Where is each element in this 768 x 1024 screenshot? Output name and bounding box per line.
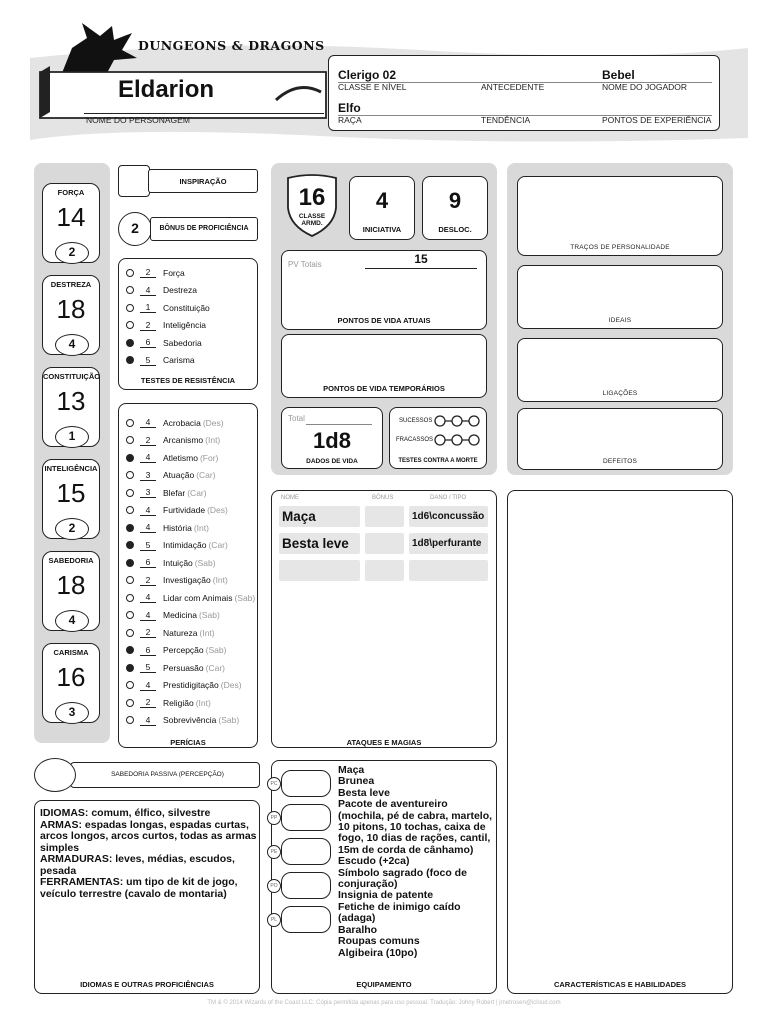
ability-name: SABEDORIA bbox=[48, 556, 94, 565]
equipment-line: fogo, 10 dias de rações, cantil, bbox=[338, 832, 491, 845]
ability-box bbox=[42, 183, 100, 263]
skills-title: PERÍCIAS bbox=[170, 738, 206, 747]
hp-temp-label: PONTOS DE VIDA TEMPORÁRIOS bbox=[323, 384, 445, 393]
skill-value[interactable]: 4 bbox=[140, 680, 156, 691]
equipment-line: 10 pitons, 10 tochas, caixa de bbox=[338, 821, 486, 834]
skill-attribute: (Sab) bbox=[199, 610, 220, 620]
ability-name: INTELIGÊNCIA bbox=[44, 464, 98, 473]
equipment-title: EQUIPAMENTO bbox=[356, 980, 412, 989]
skill-value[interactable]: 4 bbox=[140, 610, 156, 621]
ability-name: FORÇA bbox=[57, 188, 85, 197]
skill-attribute: (Des) bbox=[220, 680, 242, 690]
skill-value[interactable]: 5 bbox=[140, 662, 156, 673]
proficiency-dot[interactable] bbox=[126, 699, 134, 707]
saving-throw-value[interactable]: 2 bbox=[140, 267, 156, 278]
skill-row[interactable] bbox=[126, 660, 225, 675]
saving-throw-value[interactable]: 4 bbox=[140, 285, 156, 296]
attack-damage[interactable]: 1d6\concussão bbox=[409, 506, 488, 527]
coin-box[interactable] bbox=[281, 804, 331, 831]
proficiency-line: arcos longos, arcos curtos, todas as armas bbox=[40, 830, 257, 842]
skill-attribute: (Int) bbox=[205, 435, 221, 445]
passive-wisdom-label: SABEDORIA PASSIVA (PERCEPÇÃO) bbox=[111, 771, 224, 778]
proficiency-dot[interactable] bbox=[126, 304, 134, 312]
hit-dice-label: DADOS DE VIDA bbox=[306, 458, 358, 465]
equipment-line: Brunea bbox=[338, 775, 375, 788]
skill-value[interactable]: 2 bbox=[140, 435, 156, 446]
skill-row[interactable] bbox=[126, 573, 228, 588]
ability-name: CONSTITUIÇÃO bbox=[43, 372, 101, 381]
proficiency-bonus-label: BÔNUS DE PROFICIÊNCIA bbox=[159, 225, 249, 232]
equipment-line: Baralho bbox=[338, 923, 378, 936]
saving-throw-name: Carisma bbox=[163, 355, 195, 365]
saving-throw-row[interactable] bbox=[126, 300, 210, 315]
skill-row[interactable] bbox=[126, 713, 239, 728]
ability-name: CARISMA bbox=[53, 648, 89, 657]
equipment-line: Besta leve bbox=[338, 786, 390, 799]
ability-box bbox=[42, 643, 100, 723]
initiative-label: INICIATIVA bbox=[362, 225, 402, 234]
skill-attribute: (Sab) bbox=[194, 557, 216, 568]
death-save-circles[interactable] bbox=[433, 414, 481, 448]
proficiency-line: ARMAS: espadas longas, espadas curtas, bbox=[40, 818, 249, 831]
skill-value[interactable]: 2 bbox=[140, 697, 156, 708]
attack-bonus[interactable] bbox=[365, 533, 404, 554]
skill-attribute: (Car) bbox=[205, 662, 225, 673]
skill-name: Medicina bbox=[163, 610, 198, 620]
character-name[interactable]: Eldarion bbox=[118, 76, 215, 103]
coin-label: PL bbox=[267, 913, 281, 927]
saving-throw-name: Força bbox=[163, 267, 185, 278]
skill-value[interactable]: 4 bbox=[140, 592, 156, 603]
skill-attribute: (Des) bbox=[207, 505, 228, 515]
equipment-line: Escudo (+2ca) bbox=[338, 855, 410, 868]
proficiency-dot[interactable] bbox=[126, 646, 134, 654]
skill-row[interactable] bbox=[126, 625, 215, 640]
equipment-line: Fetiche de inimigo caído bbox=[338, 900, 461, 913]
proficiency-dot[interactable] bbox=[126, 506, 134, 514]
proficiency-dot[interactable] bbox=[126, 541, 134, 549]
ability-box bbox=[42, 459, 100, 539]
skill-row[interactable] bbox=[126, 608, 220, 623]
saving-throw-row[interactable] bbox=[126, 353, 195, 368]
skill-name: Religião bbox=[163, 697, 194, 708]
ability-score[interactable]: 14 bbox=[56, 202, 86, 232]
skill-row[interactable] bbox=[126, 538, 228, 553]
hit-dice-total-label: Total bbox=[288, 414, 305, 423]
proficiency-line: pesada bbox=[40, 864, 77, 877]
coin-box[interactable] bbox=[281, 838, 331, 865]
hp-current-label: PONTOS DE VIDA ATUAIS bbox=[337, 316, 431, 325]
skill-row[interactable] bbox=[126, 468, 216, 483]
skill-attribute: (Des) bbox=[202, 417, 224, 428]
skill-attribute: (Int) bbox=[199, 627, 215, 638]
skill-attribute: (Sab) bbox=[218, 715, 240, 725]
proficiencies-title: IDIOMAS E OUTRAS PROFICIÊNCIAS bbox=[80, 980, 214, 989]
trait-label: LIGAÇÕES bbox=[602, 390, 638, 397]
skill-attribute: (Sab) bbox=[234, 592, 256, 603]
proficiency-dot[interactable] bbox=[126, 576, 134, 584]
attacks-col-name: NOME bbox=[281, 495, 299, 501]
proficiency-dot[interactable] bbox=[126, 286, 134, 294]
proficiency-dot[interactable] bbox=[126, 471, 134, 479]
equipment-line: Algibeira (10po) bbox=[338, 946, 418, 959]
saving-throw-name: Inteligência bbox=[163, 320, 207, 330]
saving-throw-value[interactable]: 1 bbox=[140, 302, 156, 313]
armor-class-value[interactable]: 16 bbox=[298, 184, 326, 211]
saving-throw-row[interactable] bbox=[126, 318, 206, 333]
death-fail-label: FRACASSOS bbox=[396, 437, 434, 443]
proficiency-dot[interactable] bbox=[126, 716, 134, 724]
ability-name: DESTREZA bbox=[50, 280, 92, 289]
ability-modifier[interactable]: 4 bbox=[55, 334, 89, 356]
footer-copyright: TM & © 2014 Wizards of the Coast LLC. Cópia permitida apenas para uso pessoal. Tradução: Johny Robert | jrnetrosen@icloud.com bbox=[207, 1000, 561, 1006]
skill-attribute: (For) bbox=[199, 452, 219, 463]
attack-damage[interactable] bbox=[409, 560, 488, 581]
hit-dice-value[interactable]: 1d8 bbox=[313, 428, 351, 453]
skill-name: Atletismo bbox=[163, 452, 198, 463]
attack-name[interactable]: Besta leve bbox=[279, 533, 360, 554]
skill-value[interactable]: 4 bbox=[140, 715, 156, 726]
attacks-box bbox=[271, 490, 497, 748]
proficiency-dot[interactable] bbox=[126, 489, 134, 497]
skill-name: Persuasão bbox=[163, 662, 204, 673]
attacks-title: ATAQUES E MAGIAS bbox=[346, 738, 422, 747]
proficiency-dot[interactable] bbox=[126, 321, 134, 329]
character-name-label: NOME DO PERSONAGEM bbox=[86, 115, 190, 125]
proficiency-line: ARMADURAS: leves, médias, escudos, bbox=[40, 853, 235, 865]
skill-row[interactable] bbox=[126, 415, 224, 430]
skill-value[interactable]: 4 bbox=[140, 417, 156, 428]
equipment-text[interactable] bbox=[338, 765, 498, 959]
ability-score[interactable]: 15 bbox=[56, 478, 86, 508]
player-name-label: NOME DO JOGADOR bbox=[602, 82, 688, 92]
attacks-col-bonus: BÔNUS bbox=[372, 495, 394, 501]
ability-modifier[interactable]: 3 bbox=[55, 702, 89, 724]
saving-throw-row[interactable] bbox=[126, 265, 185, 280]
proficiency-dot[interactable] bbox=[126, 436, 134, 444]
skill-row[interactable] bbox=[126, 678, 242, 693]
ability-modifier[interactable]: 1 bbox=[55, 426, 89, 448]
skill-name: Blefar bbox=[163, 487, 186, 498]
proficiency-dot[interactable] bbox=[126, 356, 134, 364]
proficiency-dot[interactable] bbox=[126, 524, 134, 532]
proficiency-line: veículo terrestre (cavalo de montaria) bbox=[40, 887, 227, 900]
proficiency-dot[interactable] bbox=[126, 269, 134, 277]
proficiency-dot[interactable] bbox=[126, 681, 134, 689]
race-value[interactable]: Elfo bbox=[338, 101, 361, 115]
ability-box bbox=[42, 367, 100, 447]
features-title: CARACTERÍSTICAS E HABILIDADES bbox=[553, 980, 687, 989]
inspiration-label: INSPIRAÇÃO bbox=[179, 177, 227, 186]
saving-throws-title: TESTES DE RESISTÊNCIA bbox=[140, 376, 236, 385]
death-saves-label: TESTES CONTRA A MORTE bbox=[398, 458, 478, 464]
class-level-value[interactable]: Clerigo 02 bbox=[338, 68, 397, 82]
ability-score[interactable]: 16 bbox=[56, 662, 86, 692]
equipment-line: (adaga) bbox=[338, 912, 376, 925]
skill-attribute: (Car) bbox=[187, 487, 207, 498]
armor-class-label-2: ARMD. bbox=[301, 220, 323, 227]
skill-row[interactable] bbox=[126, 503, 228, 518]
skill-value[interactable]: 6 bbox=[140, 645, 156, 656]
game-logo: DUNGEONS & DRAGONS bbox=[138, 38, 325, 53]
skill-attribute: (Car) bbox=[196, 470, 216, 480]
skill-value[interactable]: 5 bbox=[140, 540, 156, 551]
proficiency-dot[interactable] bbox=[126, 419, 134, 427]
skill-attribute: (Int) bbox=[193, 522, 209, 533]
attack-bonus[interactable] bbox=[365, 506, 404, 527]
skill-attribute: (Int) bbox=[212, 575, 228, 585]
ability-score[interactable]: 18 bbox=[56, 294, 86, 324]
armor-class-label-1: CLASSE bbox=[298, 213, 326, 220]
skill-value[interactable]: 4 bbox=[140, 522, 156, 533]
ability-modifier[interactable]: 2 bbox=[55, 242, 89, 264]
proficiency-line: FERRAMENTAS: um tipo de kit de jogo, bbox=[40, 876, 238, 888]
skill-value[interactable]: 4 bbox=[140, 452, 156, 463]
proficiency-dot[interactable] bbox=[126, 611, 134, 619]
speed-label: DESLOC. bbox=[438, 225, 472, 234]
proficiency-bonus-value[interactable]: 2 bbox=[118, 212, 152, 246]
proficiency-line: simples bbox=[40, 841, 80, 854]
class-level-label: CLASSE E NÍVEL bbox=[338, 82, 407, 92]
skill-name: Prestidigitação bbox=[163, 680, 219, 690]
proficiency-dot[interactable] bbox=[126, 664, 134, 672]
coin-box[interactable] bbox=[281, 770, 331, 797]
equipment-line: Pacote de aventureiro bbox=[338, 798, 448, 811]
skill-attribute: (Car) bbox=[208, 540, 228, 550]
skill-row[interactable] bbox=[126, 643, 226, 658]
proficiency-dot[interactable] bbox=[126, 629, 134, 637]
skill-value[interactable]: 3 bbox=[140, 487, 156, 498]
ability-box bbox=[42, 551, 100, 631]
proficiency-dot[interactable] bbox=[126, 339, 134, 347]
attacks-col-damage: DANO / TIPO bbox=[430, 495, 467, 501]
race-label: RAÇA bbox=[338, 115, 362, 125]
equipment-line: (mochila, pé de cabra, martelo, bbox=[338, 809, 493, 822]
saving-throw-name: Destreza bbox=[163, 285, 198, 295]
player-name-value[interactable]: Bebel bbox=[602, 68, 635, 82]
hp-max-value[interactable]: 15 bbox=[414, 252, 428, 266]
equipment-line: Insignia de patente bbox=[338, 889, 434, 902]
ability-box bbox=[42, 275, 100, 355]
skill-row[interactable] bbox=[126, 555, 216, 570]
skill-value[interactable]: 4 bbox=[140, 505, 156, 516]
equipment-line: conjuração) bbox=[338, 878, 398, 891]
saving-throw-row[interactable] bbox=[126, 283, 197, 298]
equipment-line: Maça bbox=[338, 764, 365, 776]
ability-score[interactable]: 13 bbox=[56, 386, 86, 416]
skill-row[interactable] bbox=[126, 695, 211, 710]
skill-attribute: (Int) bbox=[195, 697, 211, 708]
inspiration-box[interactable] bbox=[118, 165, 150, 197]
skill-row[interactable] bbox=[126, 590, 255, 605]
speed-value[interactable]: 9 bbox=[448, 188, 462, 213]
proficiency-line: IDIOMAS: comum, élfico, silvestre bbox=[40, 807, 211, 819]
background-label: ANTECEDENTE bbox=[481, 82, 545, 92]
equipment-line: 15m de corda de cânhamo) bbox=[338, 843, 474, 856]
coin-label: PE bbox=[267, 845, 281, 859]
skill-value[interactable]: 2 bbox=[140, 627, 156, 638]
skill-name: Natureza bbox=[163, 627, 198, 638]
skill-row[interactable] bbox=[126, 520, 209, 535]
skill-name: Intuição bbox=[163, 557, 193, 568]
skill-value[interactable]: 6 bbox=[140, 557, 156, 568]
saving-throw-value[interactable]: 6 bbox=[140, 337, 156, 348]
proficiencies-text[interactable] bbox=[40, 808, 260, 900]
attack-damage[interactable]: 1d8\perfurante bbox=[409, 533, 488, 554]
trait-label: TRAÇOS DE PERSONALIDADE bbox=[570, 244, 670, 251]
proficiency-dot[interactable] bbox=[126, 559, 134, 567]
features-box[interactable] bbox=[507, 490, 733, 994]
coin-box[interactable] bbox=[281, 872, 331, 899]
initiative-value[interactable]: 4 bbox=[375, 188, 389, 213]
coin-label: PC bbox=[267, 777, 281, 791]
coin-label: PO bbox=[267, 879, 281, 893]
xp-label: PONTOS DE EXPERIÊNCIA bbox=[602, 115, 712, 125]
ability-modifier[interactable]: 2 bbox=[55, 518, 89, 540]
death-success-label: SUCESSOS bbox=[399, 418, 433, 424]
skill-name: Lidar com Animais bbox=[163, 592, 233, 603]
skill-value[interactable]: 3 bbox=[140, 470, 156, 481]
skill-row[interactable] bbox=[126, 433, 220, 448]
saving-throw-name: Constituição bbox=[163, 302, 210, 313]
skill-name: Percepção bbox=[163, 645, 204, 655]
skill-value[interactable]: 2 bbox=[140, 575, 156, 586]
saving-throw-row[interactable] bbox=[126, 335, 202, 350]
saving-throw-value[interactable]: 5 bbox=[140, 355, 156, 366]
attack-bonus[interactable] bbox=[365, 560, 404, 581]
skill-name: Investigação bbox=[163, 575, 211, 585]
skill-name: Furtividade bbox=[163, 505, 206, 515]
skill-name: Sobrevivência bbox=[163, 715, 217, 725]
skill-row[interactable] bbox=[126, 450, 218, 465]
skill-name: História bbox=[163, 522, 192, 533]
proficiency-dot[interactable] bbox=[126, 594, 134, 602]
attack-name[interactable] bbox=[279, 560, 360, 581]
saving-throw-value[interactable]: 2 bbox=[140, 320, 156, 331]
skill-attribute: (Sab) bbox=[205, 645, 227, 655]
equipment-line: Roupas comuns bbox=[338, 935, 420, 948]
skill-row[interactable] bbox=[126, 485, 207, 500]
coin-box[interactable] bbox=[281, 906, 331, 933]
ability-score[interactable]: 18 bbox=[56, 570, 86, 600]
attack-name[interactable]: Maça bbox=[279, 506, 360, 527]
ability-modifier[interactable]: 4 bbox=[55, 610, 89, 632]
skill-name: Arcanismo bbox=[163, 435, 204, 445]
trait-label: IDEAIS bbox=[608, 317, 632, 324]
equipment-line: Símbolo sagrado (foco de bbox=[338, 866, 467, 879]
alignment-label: TENDÊNCIA bbox=[481, 115, 531, 125]
skill-name: Intimidação bbox=[163, 540, 207, 550]
hp-max-label: PV Totais bbox=[288, 260, 322, 269]
passive-wisdom-value[interactable] bbox=[34, 758, 76, 792]
skill-name: Acrobacia bbox=[163, 417, 201, 428]
proficiency-dot[interactable] bbox=[126, 454, 134, 462]
saving-throw-name: Sabedoria bbox=[163, 337, 202, 348]
trait-label: DEFEITOS bbox=[603, 458, 637, 465]
coin-label: PP bbox=[267, 811, 281, 825]
skill-name: Atuação bbox=[163, 470, 195, 480]
